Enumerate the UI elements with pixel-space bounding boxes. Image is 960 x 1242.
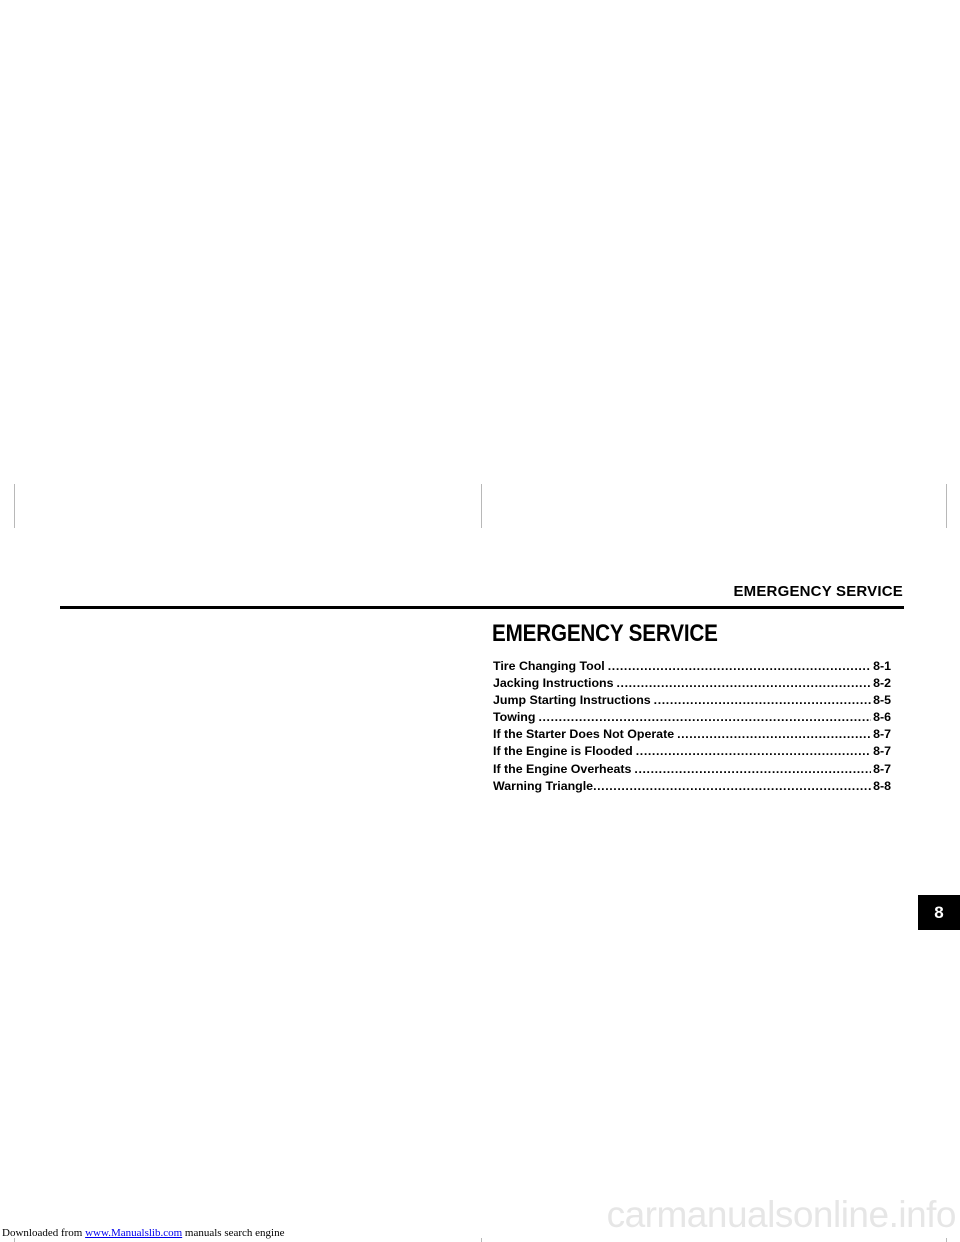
toc-entry-label: Jump Starting Instructions [493,693,651,708]
toc-entry-page: 8-7 [873,727,891,742]
toc-entry-label: If the Starter Does Not Operate [493,727,675,742]
toc-entry[interactable] [493,676,891,693]
toc-dot-leader [608,659,871,673]
toc-entry-label: Warning Triangle [493,778,594,793]
toc-entry[interactable] [493,659,891,676]
toc-entry-page: 8-7 [873,761,891,776]
toc-dot-leader [654,693,871,707]
toc-dot-leader [538,710,871,724]
toc-entry-page: 8-8 [873,778,891,793]
crop-mark [946,484,947,528]
footer-suffix: manuals search engine [182,1227,285,1239]
crop-mark [481,484,482,528]
manualslib-link[interactable]: www.Manualslib.com [85,1227,183,1239]
toc-entry[interactable] [493,693,891,710]
toc-entry[interactable] [493,779,891,796]
toc-dot-leader [677,727,871,741]
toc-dot-leader [634,762,871,776]
watermark: carmanualsonline.info [606,1194,956,1235]
toc-entry-label: If the Engine is Flooded [493,744,633,759]
header-rule [60,606,904,609]
toc-dot-leader [636,744,871,758]
chapter-title: EMERGENCY SERVICE [492,620,718,647]
toc-entry-label: Towing [493,710,536,725]
toc-entry[interactable] [493,710,891,727]
toc-entry-page: 8-2 [873,676,891,691]
toc-entry-label: Jacking Instructions [493,676,614,691]
footer-prefix: Downloaded from [2,1227,86,1239]
toc-entry-label: Tire Changing Tool [493,659,605,673]
toc-entry[interactable] [493,762,891,779]
toc-entry[interactable] [493,727,891,744]
toc-dot-leader [617,676,872,690]
toc-entry-label: If the Engine Overheats [493,761,632,776]
crop-mark [14,484,15,528]
toc-entry-page: 8-5 [873,693,891,708]
toc-entry-page: 8-7 [873,744,891,759]
crop-mark [946,1238,947,1242]
crop-mark [481,1238,482,1242]
toc-dot-leader [593,779,871,793]
running-header: EMERGENCY SERVICE [733,583,903,600]
chapter-tab [918,895,960,930]
download-footer [2,1227,284,1239]
toc-entry-page: 8-6 [873,710,891,725]
table-of-contents [493,659,891,796]
toc-entry[interactable] [493,744,891,761]
toc-entry-page: 8-1 [873,659,891,673]
chapter-tab-number: 8 [934,902,944,922]
